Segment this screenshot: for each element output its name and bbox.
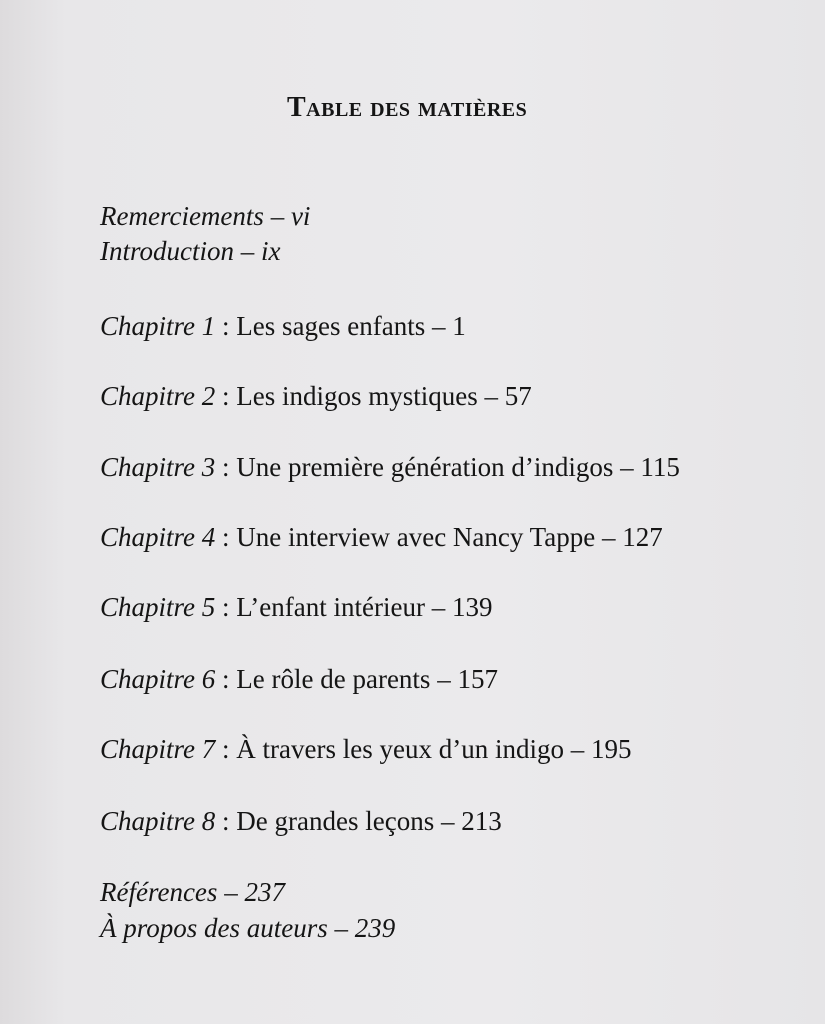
chapter-title: À travers les yeux d’un indigo [236, 734, 564, 764]
entry-colon: : [215, 452, 237, 482]
entry-colon: : [215, 311, 237, 341]
entry-page: ix [261, 236, 281, 266]
entry-separator: – [263, 201, 291, 231]
entry-separator: – [595, 522, 623, 552]
entry-colon: : [215, 522, 237, 552]
entry-separator: – [217, 877, 245, 907]
entry-page: 57 [504, 381, 532, 411]
toc-entry-references [100, 877, 285, 908]
entry-page: 213 [461, 806, 502, 836]
toc-entry-chapter-6 [100, 664, 498, 695]
chapter-number: Chapitre 8 [100, 806, 216, 836]
toc-entry-chapter-2 [100, 381, 532, 412]
entry-colon: : [215, 806, 237, 836]
toc-entry-chapter-5 [100, 592, 492, 623]
entry-label: Introduction [100, 236, 234, 266]
entry-separator: – [327, 913, 355, 943]
chapter-title: Les indigos mystiques [236, 381, 478, 411]
toc-entry-chapter-3 [100, 452, 680, 483]
chapter-number: Chapitre 2 [100, 381, 216, 411]
entry-label: Références [100, 877, 218, 907]
title-text: Table des matières [287, 92, 528, 123]
entry-colon: : [215, 664, 237, 694]
chapter-title: L’enfant intérieur [236, 592, 425, 622]
chapter-number: Chapitre 6 [100, 664, 216, 694]
entry-separator: – [424, 592, 452, 622]
entry-page: 115 [640, 452, 680, 482]
entry-separator: – [434, 806, 462, 836]
chapter-title: Les sages enfants [236, 311, 426, 341]
toc-entry-introduction [100, 236, 281, 267]
chapter-number: Chapitre 3 [100, 452, 216, 482]
entry-separator: – [234, 236, 261, 266]
entry-page: 157 [457, 664, 498, 694]
chapter-title: Le rôle de parents [236, 664, 431, 694]
toc-entry-chapter-4 [100, 522, 663, 553]
chapter-title: Une première génération d’indigos [236, 452, 614, 482]
toc-entry-chapter-7 [100, 734, 631, 765]
chapter-title: De grandes leçons [236, 806, 435, 836]
entry-page: vi [290, 201, 311, 231]
chapter-number: Chapitre 1 [100, 311, 216, 341]
entry-page: 239 [354, 913, 396, 943]
entry-page: 139 [451, 592, 493, 622]
entry-separator: – [613, 452, 641, 482]
entry-separator: – [477, 381, 505, 411]
entry-colon: : [215, 592, 237, 622]
toc-entry-chapter-1 [100, 311, 466, 342]
entry-separator: – [563, 734, 591, 764]
toc-entry-remerciements [100, 201, 310, 232]
page-title [287, 92, 527, 124]
entry-page: 237 [244, 877, 285, 907]
entry-page: 127 [622, 522, 663, 552]
entry-page: 1 [452, 311, 466, 341]
chapter-number: Chapitre 5 [100, 592, 216, 622]
chapter-title: Une interview avec Nancy Tappe [236, 522, 596, 552]
entry-colon: : [215, 734, 237, 764]
entry-label: Remerciements [100, 201, 264, 231]
entry-label: À propos des auteurs [100, 913, 328, 943]
toc-entry-about-authors [100, 913, 395, 944]
chapter-number: Chapitre 4 [100, 522, 216, 552]
entry-separator: – [430, 664, 458, 694]
entry-separator: – [425, 311, 453, 341]
chapter-number: Chapitre 7 [100, 734, 216, 764]
toc-entry-chapter-8 [100, 806, 502, 837]
entry-page: 195 [590, 734, 632, 764]
entry-colon: : [215, 381, 237, 411]
